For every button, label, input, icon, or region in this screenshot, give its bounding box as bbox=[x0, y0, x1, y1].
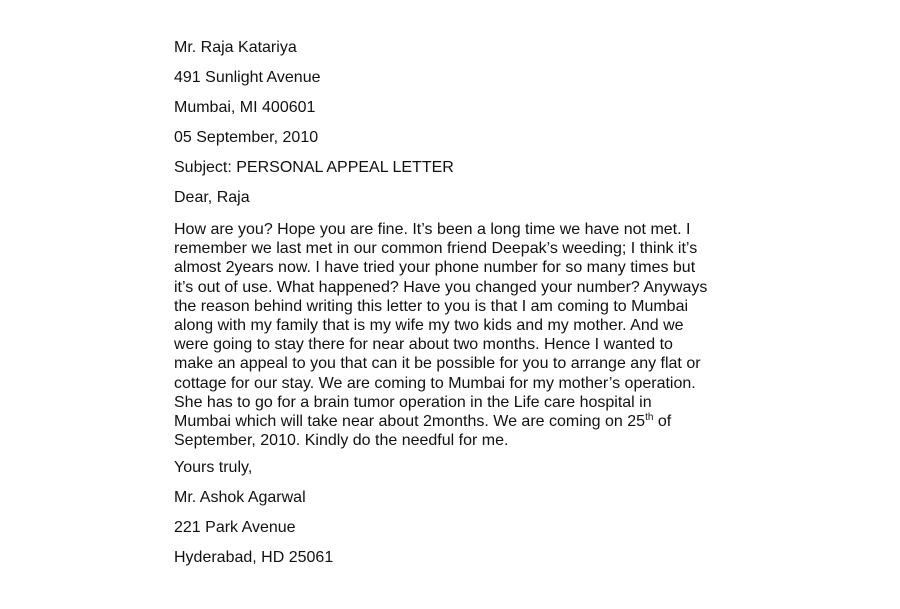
body-line: along with my family that is my wife my two kids and my mother. And we bbox=[174, 316, 684, 334]
recipient-name: Mr. Raja Katariya bbox=[174, 39, 297, 56]
body-line: She has to go for a brain tumor operation in the Life care hospital in bbox=[174, 393, 652, 411]
body-line: almost 2years now. I have tried your phone number for so many times but bbox=[174, 259, 696, 277]
body-line: it’s out of use. What happened? Have you changed your number? Anyways bbox=[174, 278, 708, 296]
recipient-street: 491 Sunlight Avenue bbox=[174, 69, 321, 86]
body-line bbox=[174, 412, 734, 431]
recipient-city: Mumbai, MI 400601 bbox=[174, 99, 316, 116]
body-line: remember we last met in our common friend Deepak’s weeding; I think it’s bbox=[174, 240, 698, 258]
closing: Yours truly, bbox=[174, 459, 253, 476]
body-line-tail: of bbox=[653, 412, 672, 430]
body-line: were going to stay there for near about two months. Hence I wanted to bbox=[174, 336, 673, 354]
body-line-text: Mumbai which will take near about 2months. We are coming on 25 bbox=[174, 412, 646, 430]
signature-city: Hyderabad, HD 25061 bbox=[174, 549, 334, 566]
letter-date: 05 September, 2010 bbox=[174, 129, 319, 146]
body-line: the reason behind writing this letter to you is that I am coming to Mumbai bbox=[174, 297, 689, 315]
signature-name: Mr. Ashok Agarwal bbox=[174, 489, 306, 506]
letter-subject: Subject: PERSONAL APPEAL LETTER bbox=[174, 159, 454, 176]
body-line: September, 2010. Kindly do the needful for me. bbox=[174, 432, 509, 450]
body-line: make an appeal to you that can it be possible for you to arrange any flat or bbox=[174, 355, 701, 373]
salutation: Dear, Raja bbox=[174, 189, 250, 206]
letter-body bbox=[174, 220, 734, 450]
ordinal-superscript: th bbox=[645, 411, 654, 423]
body-line: cottage for our stay. We are coming to Mumbai for my mother’s operation. bbox=[174, 374, 696, 392]
signature-street: 221 Park Avenue bbox=[174, 519, 296, 536]
body-line: How are you? Hope you are fine. It’s been a long time we have not met. I bbox=[174, 221, 691, 238]
